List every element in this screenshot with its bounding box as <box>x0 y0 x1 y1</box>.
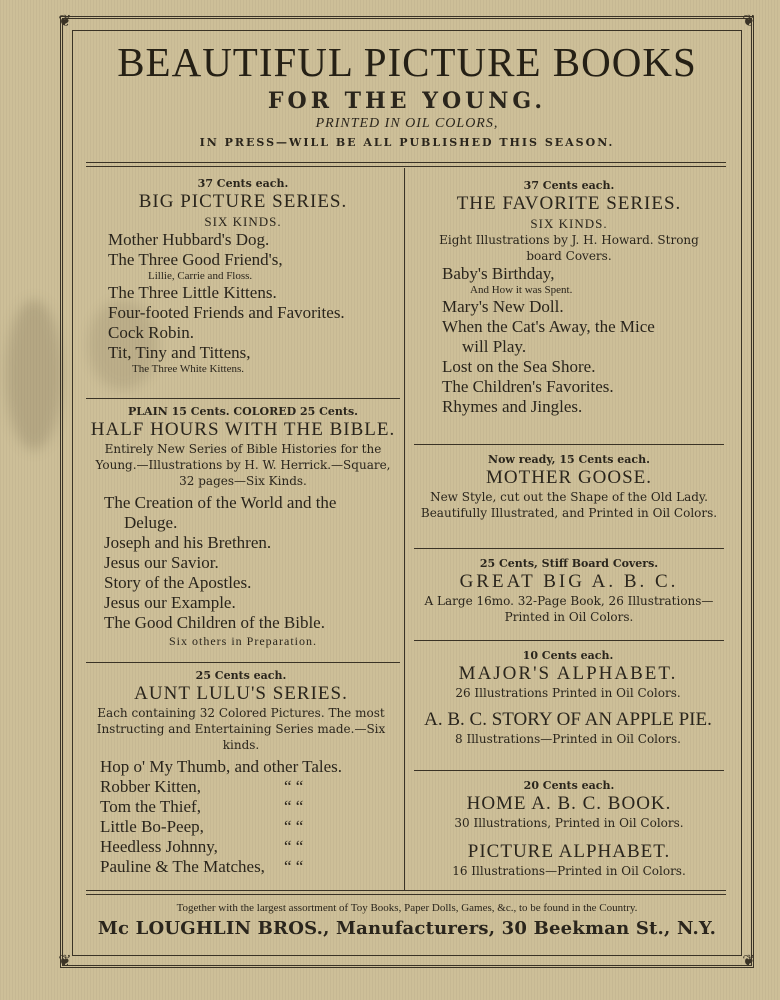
divider <box>414 444 724 445</box>
series-title: MAJOR'S ALPHABET. <box>458 663 678 684</box>
mother-goose <box>410 452 728 521</box>
press-note: IN PRESS—WILL BE ALL PUBLISHED THIS SEASON. <box>199 136 615 149</box>
list-item: The Three Good Friend's, <box>108 250 283 269</box>
favorite-series <box>410 178 728 417</box>
list-item-label: Heedless Johnny, <box>100 837 218 856</box>
divider <box>414 548 724 549</box>
list-item-label: Little Bo-Peep, <box>100 817 204 836</box>
list-item: The Three Little Kittens. <box>108 283 277 302</box>
list-item-label: Pauline & The Matches, <box>100 857 265 876</box>
corner-ornament: ❦ <box>58 951 72 970</box>
list-item <box>100 837 402 857</box>
divider <box>414 770 724 771</box>
list-item: When the Cat's Away, the Mice <box>442 317 655 336</box>
corner-ornament: ❦ <box>742 11 756 30</box>
corner-ornament: ❦ <box>58 11 72 30</box>
list-item-label: Robber Kitten, <box>100 777 202 796</box>
divider <box>86 166 726 167</box>
series-description: A Large 16mo. 32-Page Book, 26 Illustrations—Printed in Oil Colors. <box>424 594 714 624</box>
price: 25 Cents each. <box>195 669 287 682</box>
series-title: HOME A. B. C. BOOK. <box>466 793 672 814</box>
aunt-lulu-series <box>80 668 402 877</box>
list-item <box>100 797 402 817</box>
list-item: Joseph and his Brethren. <box>104 533 272 552</box>
divider <box>86 890 726 891</box>
list-item: Deluge. <box>124 513 178 532</box>
series-title: BIG PICTURE SERIES. <box>138 191 348 212</box>
bible-series <box>86 404 400 650</box>
list-item: Four-footed Friends and Favorites. <box>108 303 345 322</box>
list-item: Hop o' My Thumb, and other Tales. <box>100 757 343 776</box>
list-item <box>100 817 402 837</box>
series-title: MOTHER GOOSE. <box>485 467 653 488</box>
great-big-abc <box>408 556 730 625</box>
list-item: Lost on the Sea Shore. <box>442 357 596 376</box>
page-subtitle: FOR THE YOUNG. <box>267 88 547 114</box>
series-title: PICTURE ALPHABET. <box>467 841 671 862</box>
divider <box>86 398 400 399</box>
price: 25 Cents, Stiff Board Covers. <box>479 557 659 570</box>
series-description: Entirely New Series of Bible Histories for the Young.—Illustrations by H. W. Herrick.—Square, 32 pages—Six Kinds. <box>95 442 391 488</box>
list-item: will Play. <box>462 337 527 356</box>
ditto-marks: “ “ <box>284 817 304 836</box>
list-item: Rhymes and Jingles. <box>442 397 583 416</box>
page-footer <box>80 900 734 942</box>
price: PLAIN 15 Cents. COLORED 25 Cents. <box>128 405 358 418</box>
list-subitem: The Three White Kittens. <box>132 363 245 375</box>
list-item <box>100 777 402 797</box>
series-kinds: SIX KINDS. <box>204 214 282 229</box>
series-title: HALF HOURS WITH THE BIBLE. <box>90 419 396 440</box>
divider <box>86 162 726 163</box>
divider <box>414 640 724 641</box>
page-header <box>80 38 734 149</box>
series-kinds: SIX KINDS. <box>530 216 608 231</box>
corner-ornament: ❦ <box>742 951 756 970</box>
list-item: Tit, Tiny and Tittens, <box>108 343 251 362</box>
series-description: 26 Illustrations Printed in Oil Colors. <box>455 686 681 700</box>
ditto-marks: “ “ <box>284 777 304 796</box>
series-title: GREAT BIG A. B. C. <box>459 571 679 592</box>
list-item <box>100 857 402 877</box>
price: 10 Cents each. <box>522 649 614 662</box>
series-description: New Style, cut out the Shape of the Old Lady. Beautifully Illustrated, and Printed in Oil Colors. <box>420 490 718 520</box>
list-subitem: And How it was Spent. <box>470 284 573 296</box>
list-item: Jesus our Savior. <box>104 553 219 572</box>
stain <box>6 300 62 450</box>
footer-note: Together with the largest assortment of Toy Books, Paper Dolls, Games, &c., to be found in the Country. <box>176 902 638 914</box>
list-item: The Good Children of the Bible. <box>104 613 325 632</box>
price: 37 Cents each. <box>523 179 615 192</box>
list-item: The Children's Favorites. <box>442 377 614 396</box>
series-note: Six others in Preparation. <box>169 634 317 648</box>
ditto-marks: “ “ <box>284 837 304 856</box>
printed-note: PRINTED IN OIL COLORS, <box>315 116 499 131</box>
series-description: Eight Illustrations by J. H. Howard. Strong board Covers. <box>439 233 699 263</box>
publisher-line: Mc LOUGHLIN BROS., Manufacturers, 30 Beekman St., N.Y. <box>97 918 717 939</box>
page-title: BEAUTIFUL PICTURE BOOKS <box>117 39 697 85</box>
big-picture-series <box>86 176 400 376</box>
divider <box>86 894 726 895</box>
list-item: The Creation of the World and the <box>104 493 337 512</box>
list-item: Story of the Apostles. <box>104 573 252 592</box>
series-description: 8 Illustrations—Printed in Oil Colors. <box>455 732 681 746</box>
column-divider <box>404 168 405 890</box>
home-abc-book <box>408 778 730 879</box>
series-title: A. B. C. STORY OF AN APPLE PIE. <box>424 709 712 730</box>
majors-alphabet <box>406 648 730 747</box>
price: Now ready, 15 Cents each. <box>488 453 650 466</box>
list-item: Cock Robin. <box>108 323 194 342</box>
list-item: Jesus our Example. <box>104 593 236 612</box>
ditto-marks: “ “ <box>284 797 304 816</box>
series-title: AUNT LULU'S SERIES. <box>134 683 348 704</box>
series-title: THE FAVORITE SERIES. <box>456 193 682 214</box>
list-item: Mary's New Doll. <box>442 297 564 316</box>
list-item: Mother Hubbard's Dog. <box>108 230 270 249</box>
list-item: Baby's Birthday, <box>442 264 555 283</box>
divider <box>86 662 400 663</box>
series-description: Each containing 32 Colored Pictures. The most Instructing and Entertaining Series made.—Six kinds. <box>96 706 386 752</box>
price: 37 Cents each. <box>197 177 289 190</box>
list-item-label: Tom the Thief, <box>100 797 201 816</box>
list-subitem: Lillie, Carrie and Floss. <box>148 270 253 282</box>
series-description: 30 Illustrations, Printed in Oil Colors. <box>454 816 684 830</box>
ditto-marks: “ “ <box>284 857 304 876</box>
price: 20 Cents each. <box>523 779 615 792</box>
series-description: 16 Illustrations—Printed in Oil Colors. <box>452 864 686 878</box>
